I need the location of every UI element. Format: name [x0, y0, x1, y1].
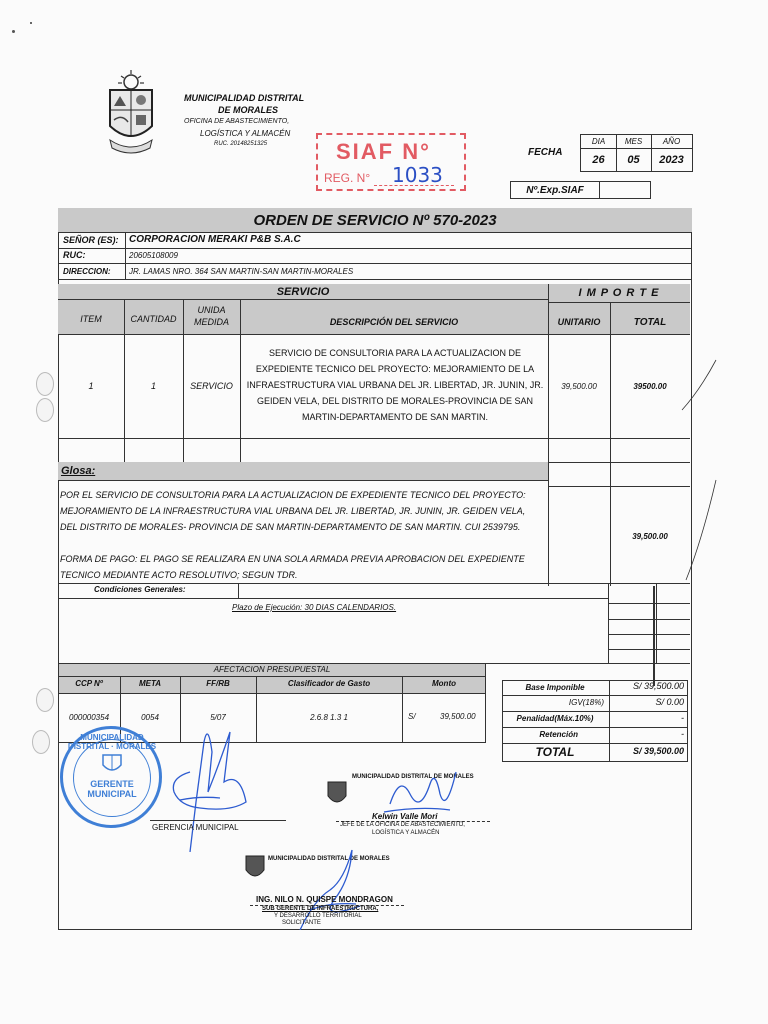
exp-siaf-label: Nº.Exp.SIAF — [526, 184, 584, 196]
punch-hole — [36, 688, 54, 712]
item-quantity: 1 — [150, 381, 156, 391]
exp-siaf-box — [510, 181, 651, 199]
gerencia-municipal-label: GERENCIA MUNICIPAL — [152, 823, 239, 832]
siaf-reg-number: 1033 — [392, 163, 443, 187]
base-imponible-value: S/ 39,500.00 — [632, 681, 684, 691]
igv-value: S/ 0.00 — [655, 697, 684, 707]
scan-speck — [12, 30, 15, 33]
fecha-label: FECHA — [528, 147, 563, 158]
order-title: ORDEN DE SERVICIO Nº 570-2023 — [58, 208, 692, 232]
punch-hole — [36, 398, 54, 422]
retencion-label: Retención — [539, 730, 578, 739]
stamp-shield-icon — [101, 751, 123, 775]
condiciones-label: Condiciones Generales: — [94, 585, 186, 594]
unitario-header: UNITARIO — [557, 317, 601, 327]
item-total: 39500.00 — [633, 381, 667, 391]
logistica-title-line1: JEFE DE LA OFICINA DE ABASTECIMIENTO, — [340, 822, 465, 828]
logistica-muni-header: MUNICIPALIDAD DISTRITAL DE MORALES — [352, 774, 474, 780]
glosa-payment-terms: FORMA DE PAGO: EL PAGO SE REALIZARA EN UNA SOLA ARMADA PREVIA APROBACION DEL EXPEDIENTE TECNICO MEDIANTE ACTO RESOLUTIVO; SEGUN TDR. — [60, 554, 525, 580]
glosa-text: POR EL SERVICIO DE CONSULTORIA PARA LA ACTUALIZACION DE EXPEDIENTE TECNICO DEL PROYECTO: MEJORAMIENTO DE LA INFRAESTRUCTURA VIAL URBANA DEL JR. LIBERTAD, JR. JUNIN, JR. GEIDEN VELA, DEL DISTRITO DE MORALES- PROVINCIA DE SAN MARTIN-DEPARTAMENTO DE SAN MARTIN. CUI 2539795. — [60, 490, 526, 532]
org-name-line1: MUNICIPALIDAD DISTRITAL — [184, 93, 305, 103]
muni-seal-icon-2 — [244, 852, 266, 882]
provider-block — [58, 232, 692, 280]
glosa-total: 39,500.00 — [632, 531, 668, 541]
afectacion-clasificador-header: Clasificador de Gasto — [287, 678, 371, 688]
org-name-line2: DE MORALES — [218, 105, 279, 115]
direccion-value: JR. LAMAS NRO. 364 SAN MARTIN-SAN MARTIN-MORALES — [129, 267, 354, 276]
coat-of-arms-logo — [104, 68, 158, 154]
fecha-anio-label: AÑO — [662, 137, 681, 146]
cantidad-header: CANTIDAD — [130, 314, 177, 324]
solicitante-label: SOLICITANTE — [282, 920, 321, 926]
fecha-mes: 05 — [627, 153, 640, 166]
siaf-reg-line — [374, 185, 454, 186]
pen-marks — [680, 350, 720, 590]
infra-name: ING. NILO N. QUISPE MONDRAGON — [256, 895, 393, 904]
ruc-label: RUC: — [63, 250, 86, 260]
org-ruc: RUC. 20148251325 — [214, 141, 268, 147]
logistica-name: Kelwin Valle Mori — [372, 812, 438, 821]
gerente-municipal-stamp — [60, 726, 162, 828]
penalidad-label: Penalidad(Máx.10%) — [516, 714, 594, 723]
item-header: ITEM — [80, 314, 102, 324]
importe-header: I M P O R T E — [578, 287, 660, 299]
org-office-line1: OFICINA DE ABASTECIMIENTO, — [184, 118, 290, 125]
fecha-mes-label: MES — [624, 137, 643, 146]
senor-value: CORPORACION MERAKI P&B S.A.C — [129, 234, 301, 245]
infra-title-line1: SUB GERENTE DE INFRAESTRUCTURA, — [262, 906, 379, 912]
afectacion-monto: 39,500.00 — [440, 712, 476, 721]
item-unit-price: 39,500.00 — [561, 381, 597, 391]
afectacion-ffrb-header: FF/RB — [206, 678, 230, 688]
punch-hole — [36, 372, 54, 396]
plazo-ejecucion: Plazo de Ejecución: 30 DIAS CALENDARIOS. — [232, 603, 397, 612]
fecha-dia: 26 — [592, 153, 605, 166]
base-imponible-label: Base Imponible — [525, 682, 585, 692]
servicio-header: SERVICIO — [276, 285, 330, 298]
infra-title-line2: Y DESARROLLO TERRITORIAL — [274, 913, 362, 919]
afectacion-currency: S/ — [408, 712, 416, 721]
afectacion-meta-header: META — [138, 678, 162, 688]
ruc-value: 20605108009 — [129, 251, 178, 260]
total-label: TOTAL — [535, 745, 575, 759]
fecha-box — [580, 134, 693, 172]
unidad-medida-header: UNIDA MEDIDA — [193, 305, 229, 327]
punch-hole — [32, 730, 50, 754]
igv-label: IGV(18%) — [568, 698, 604, 707]
stamp-outer-text: MUNICIPALIDAD DISTRITAL · MORALES — [67, 733, 157, 751]
glosa-label: Glosa: — [58, 462, 548, 480]
item-description: SERVICIO DE CONSULTORIA PARA LA ACTUALIZACION DE EXPEDIENTE TECNICO DEL PROYECTO: MEJORAMIENTO DE LA INFRAESTRUCTURA VIAL URBANA DEL JR. LIBERTAD, JR. JUNIN, JR. GEIDEN VELA, DEL DISTRITO DE MORALES-PROVINCIA DE SAN MARTIN-DEPARTAMENTO DE SAN MARTIN. — [246, 348, 544, 422]
retencion-value: - — [681, 729, 684, 739]
direccion-label: DIRECCION: — [63, 267, 111, 276]
siaf-stamp — [316, 133, 466, 191]
fecha-dia-label: DIA — [591, 137, 606, 146]
item-unit: SERVICIO — [190, 381, 233, 391]
stamp-inner-line2: MUNICIPAL — [87, 789, 137, 799]
total-value: S/ 39,500.00 — [632, 746, 684, 756]
afectacion-title: AFECTACION PRESUPUESTAL — [213, 665, 331, 674]
afectacion-clasificador: 2.6.8 1.3 1 — [310, 712, 348, 722]
infra-muni-header: MUNICIPALIDAD DISTRITAL DE MORALES — [268, 856, 390, 862]
fecha-anio: 2023 — [659, 153, 684, 166]
scan-speck — [30, 22, 32, 24]
pen-vertical-mark — [650, 586, 658, 686]
afectacion-ccp-header: CCP Nº — [75, 678, 103, 688]
afectacion-ffrb: 5/07 — [210, 712, 226, 722]
penalidad-value: - — [681, 713, 684, 723]
item-number: 1 — [88, 381, 94, 391]
siaf-stamp-title: SIAF N° — [336, 139, 431, 164]
afectacion-monto-header: Monto — [432, 678, 456, 688]
logistica-title-line2: LOGÍSTICA Y ALMACÉN — [372, 830, 440, 836]
descripcion-header: DESCRIPCIÓN DEL SERVICIO — [329, 317, 459, 327]
muni-seal-icon — [326, 778, 348, 808]
afectacion-meta: 0054 — [141, 712, 159, 722]
total-header: TOTAL — [633, 316, 667, 328]
senor-label: SEÑOR (ES): — [63, 235, 119, 245]
afectacion-ccp: 000000354 — [68, 712, 110, 722]
siaf-reg-label: REG. N° — [324, 171, 371, 185]
org-office-line2: LOGÍSTICA Y ALMACÉN — [200, 129, 291, 138]
stamp-inner-line1: GERENTE — [90, 779, 134, 789]
